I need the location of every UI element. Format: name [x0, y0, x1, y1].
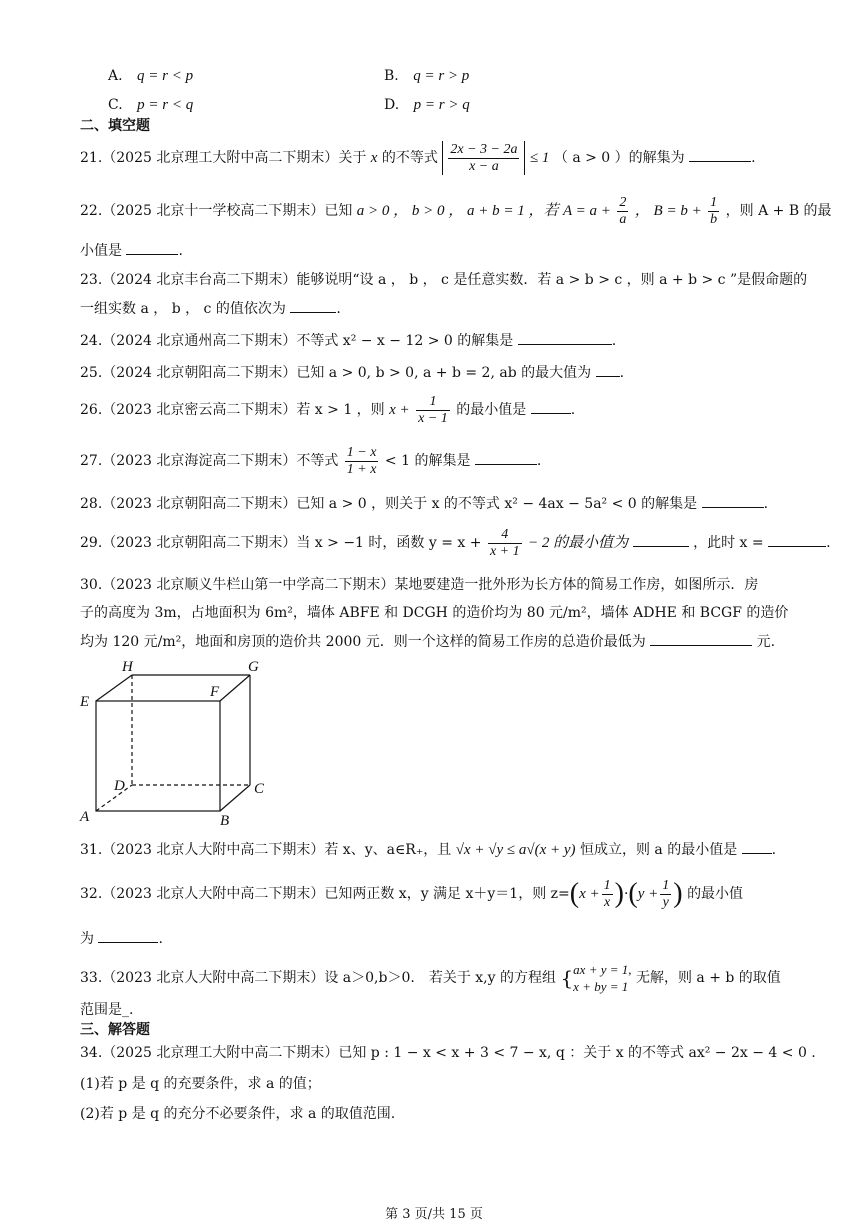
- question-22: [80, 194, 832, 228]
- option-d-label: D.: [384, 97, 400, 113]
- option-c-label: C.: [108, 97, 123, 113]
- q31-end: .: [771, 842, 777, 858]
- section-fill-heading: 二、填空题: [80, 118, 150, 134]
- q32-f2-num: 1: [662, 877, 670, 893]
- section-answer-heading: 三、解答题: [80, 1022, 150, 1038]
- option-a-label: A.: [108, 68, 123, 84]
- q22-tail: ，则 A + B 的最: [725, 203, 832, 219]
- vertex-label-d: D: [114, 778, 125, 794]
- q21-relation: ≤ 1: [529, 150, 550, 166]
- q32-factor1-expr: x +: [579, 886, 600, 902]
- option-d: [384, 95, 470, 115]
- question-25: [80, 362, 624, 383]
- q28-end: .: [763, 496, 769, 512]
- q22-b-expr: ， B = b +: [634, 203, 702, 219]
- q21-numerator: 2x − 3 − 2a: [450, 141, 518, 157]
- q31-answer-blank[interactable]: [742, 839, 772, 854]
- q21-prefix: 21.（2025 北京理工大附中高二下期末）关于: [80, 150, 367, 166]
- option-a: [108, 66, 193, 86]
- question-32-line2: [80, 928, 163, 949]
- q32-paren-open-2: (: [628, 878, 638, 909]
- q32-paren-close-2: ): [673, 878, 683, 909]
- vertex-label-c: C: [254, 781, 265, 797]
- question-33: [80, 960, 781, 996]
- q21-denominator: x − a: [448, 158, 519, 175]
- q22-a-expr: A = a +: [563, 203, 611, 219]
- q21-abs: [442, 141, 525, 175]
- q22-condition: a > 0 ， b > 0 ， a + b = 1 ，若: [356, 203, 559, 219]
- option-c-expr: p = r < q: [137, 97, 194, 113]
- q29-mid: ，此时 x =: [693, 535, 764, 551]
- question-31: [80, 839, 776, 860]
- q32-f1-num: 1: [603, 877, 611, 893]
- q22-b-fraction: [708, 195, 719, 228]
- q21-answer-blank[interactable]: [689, 147, 751, 162]
- q30-line3: 均为 120 元/m²，地面和房顶的造价共 2000 元．则一个这样的简易工作房的总造价最低为: [80, 634, 646, 650]
- q31-expr: √x + √y ≤ a√(x + y): [455, 842, 576, 858]
- question-21: [80, 141, 756, 175]
- q29-answer-blank-2[interactable]: [768, 532, 826, 547]
- q27-prefix: 27.（2023 北京海淀高二下期末）不等式: [80, 453, 339, 469]
- q27-end: .: [536, 453, 542, 469]
- q30-answer-blank[interactable]: [650, 631, 752, 646]
- q22-prefix: 22.（2025 北京十一学校高二下期末）已知: [80, 203, 353, 219]
- q24-answer-blank[interactable]: [518, 330, 612, 345]
- edge-bc: [220, 785, 250, 811]
- q26-num: 1: [429, 393, 437, 409]
- q22-b-den: b: [710, 211, 718, 227]
- q32-f2-den: y: [660, 894, 671, 911]
- q22-a-den: a: [619, 211, 627, 227]
- q30-line1: 30.（2023 北京顺义牛栏山第一中学高二下期末）某地要建造一批外形为长方体的简易工作房，如图所示．房: [80, 577, 759, 593]
- option-d-expr: p = r > q: [413, 97, 470, 113]
- q29-fraction: [488, 527, 522, 560]
- q23-answer-blank[interactable]: [290, 298, 336, 313]
- question-27: [80, 444, 541, 478]
- q26-expr: x +: [389, 402, 410, 418]
- q24-end: .: [611, 333, 617, 349]
- q26-tail: 的最小值是: [456, 402, 527, 418]
- q33-line2: 范围是_.: [80, 1002, 134, 1018]
- q33-prefix: 33.（2023 北京人大附中高二下期末）设 a＞0,b＞0. 若关于 x,y 的方程组: [80, 970, 556, 986]
- q27-num: 1 − x: [346, 444, 377, 460]
- question-28: [80, 493, 768, 514]
- q30-line2: 子的高度为 3m，占地面积为 6m²，墙体 ABFE 和 DCGH 的造价均为 80 元/m²，墙体 ADHE 和 BCGF 的造价: [80, 605, 789, 621]
- question-32: [80, 876, 743, 912]
- q21-mid: 的不等式: [381, 150, 438, 166]
- page-footer: 第 3 页/共 15 页: [385, 1207, 483, 1222]
- q22-b-num: 1: [710, 194, 718, 210]
- question-26: [80, 393, 575, 427]
- q32-paren-open-1: (: [569, 878, 580, 909]
- q33-eq1: ax + y = 1,: [573, 962, 632, 977]
- q25-answer-blank[interactable]: [596, 362, 620, 377]
- q21-fraction: [448, 142, 519, 175]
- q32-factor1-fraction: [602, 878, 613, 911]
- q31-prefix: 31.（2023 北京人大附中高二下期末）若 x、y、a∈R₊，且: [80, 842, 452, 858]
- q33-tail: 无解，则 a + b 的取值: [635, 970, 781, 986]
- question-24: [80, 330, 616, 351]
- vertex-label-a: A: [80, 809, 90, 825]
- edge-fg: [220, 675, 250, 701]
- q32-paren-close-1: ): [614, 878, 624, 909]
- q23-line2: 一组实数 a ， b ， c 的值依次为: [80, 301, 286, 317]
- q32-factor2-expr: y +: [637, 886, 659, 902]
- q26-end: .: [570, 402, 576, 418]
- cuboid-front-face: [96, 701, 220, 811]
- q21-end: .: [751, 150, 756, 166]
- q28-answer-blank[interactable]: [702, 493, 764, 508]
- vertex-label-h: H: [122, 659, 133, 675]
- q29-answer-blank-1[interactable]: [633, 532, 689, 547]
- vertex-label-b: B: [220, 813, 230, 827]
- question-29: [80, 526, 831, 560]
- option-c: [108, 95, 193, 115]
- q25-end: .: [619, 365, 625, 381]
- option-b-expr: q = r > p: [413, 68, 470, 84]
- q26-den: x − 1: [418, 410, 448, 426]
- q34-part2: (2)若 p 是 q 的充分不必要条件，求 a 的取值范围.: [80, 1106, 396, 1122]
- q26-answer-blank[interactable]: [531, 399, 571, 414]
- q32-tail: 的最小值: [687, 886, 744, 902]
- q21-var: x: [370, 150, 378, 166]
- q31-tail: 恒成立，则 a 的最小值是: [579, 842, 738, 858]
- q21-condition: （ a > 0 ）的解集为: [553, 150, 685, 166]
- q34-part1: (1)若 p 是 q 的充要条件，求 a 的值；: [80, 1076, 321, 1092]
- q33-brace: {: [560, 966, 574, 990]
- q24-text: 24.（2024 北京通州高二下期末）不等式 x² − x − 12 > 0 的解集是: [80, 333, 514, 349]
- edge-eh: [96, 675, 132, 701]
- q33-eq2: x + by = 1: [573, 979, 629, 994]
- q29-end: .: [826, 535, 831, 551]
- q22-line2: 小值是: [80, 243, 122, 259]
- q22-a-num: 2: [619, 194, 627, 210]
- q32-prefix: 32.（2023 北京人大附中高二下期末）已知两正数 x，y 满足 x＋y＝1，则 z=: [80, 886, 570, 902]
- q26-fraction: [416, 394, 450, 427]
- q32-answer-blank[interactable]: [98, 928, 158, 943]
- q27-answer-blank[interactable]: [475, 450, 537, 465]
- q32-end: .: [158, 931, 163, 947]
- question-22-line2: [80, 240, 183, 261]
- q27-tail: < 1 的解集是: [384, 453, 471, 469]
- q32-dot: ·: [623, 886, 629, 902]
- question-30-line3: [80, 631, 775, 652]
- q29-num: 4: [501, 526, 509, 542]
- cuboid-figure: [78, 655, 278, 827]
- option-b-label: B.: [384, 68, 399, 84]
- q32-line2: 为: [80, 931, 94, 947]
- option-b: [384, 66, 469, 86]
- question-23-line2: [80, 298, 341, 319]
- q25-text: 25.（2024 北京朝阳高二下期末）已知 a > 0, b > 0, a + b = 2, ab 的最大值为: [80, 365, 592, 381]
- q27-fraction: [345, 445, 379, 478]
- q27-den: 1 + x: [346, 461, 377, 477]
- option-a-expr: q = r < p: [137, 68, 194, 84]
- q30-unit: 元.: [756, 634, 776, 650]
- q23-line1: 23.（2024 北京丰台高二下期末）能够说明“设 a ， b ， c 是任意实数．若 a > b > c ，则 a + b > c ”是假命题的: [80, 272, 808, 288]
- q23-end: .: [336, 301, 341, 317]
- vertex-label-f: F: [210, 684, 220, 700]
- q26-prefix: 26.（2023 北京密云高二下期末）若 x > 1 ，则: [80, 402, 385, 418]
- q22-a-fraction: [617, 195, 628, 228]
- q33-system: [573, 961, 631, 995]
- q32-f1-den: x: [602, 894, 613, 911]
- q32-factor2-fraction: [660, 878, 671, 911]
- q28-text: 28.（2023 北京朝阳高二下期末）已知 a > 0 ，则关于 x 的不等式 x² − 4ax − 5a² < 0 的解集是: [80, 496, 698, 512]
- vertex-label-g: G: [248, 659, 259, 675]
- q22-answer-blank[interactable]: [126, 240, 178, 255]
- q29-tail: − 2 的最小值为: [528, 535, 629, 551]
- q34-line1: 34.（2025 北京理工大附中高二下期末）已知 p : 1 − x < x + 3 < 7 − x, q ：关于 x 的不等式 ax² − 2x − 4 < 0 .: [80, 1045, 816, 1061]
- q29-den: x + 1: [489, 543, 520, 559]
- vertex-label-e: E: [80, 694, 90, 710]
- q29-prefix: 29.（2023 北京朝阳高二下期末）当 x > −1 时，函数 y = x +: [80, 535, 482, 551]
- q22-end: .: [178, 243, 183, 259]
